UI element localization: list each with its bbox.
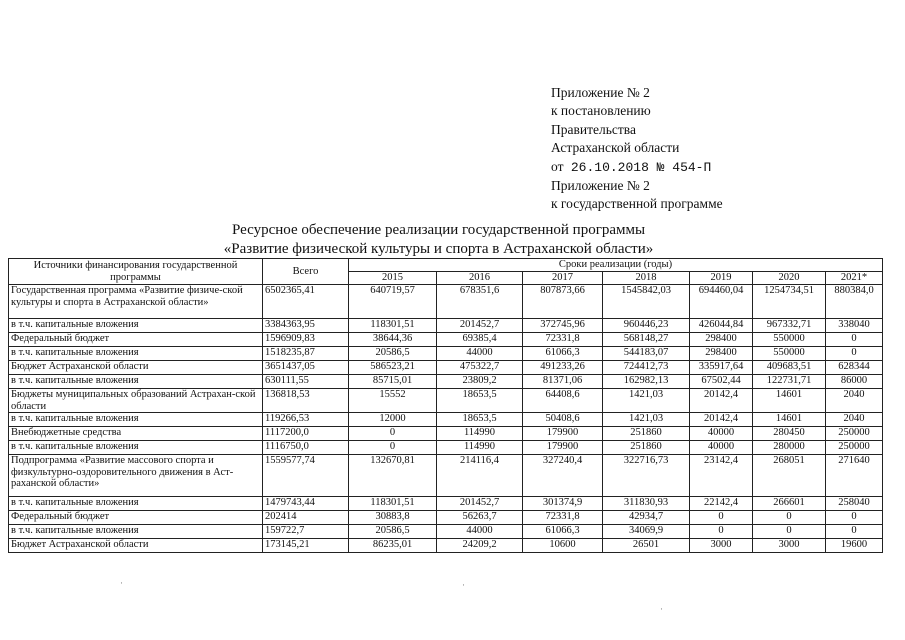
- row-year-value: 67502,44: [690, 375, 753, 389]
- row-year-value: 14601: [753, 413, 826, 427]
- row-year-value: 409683,51: [753, 361, 826, 375]
- row-year-value: 568148,27: [603, 333, 690, 347]
- row-year-value: 807873,66: [523, 285, 603, 319]
- appendix-line: Астраханской области: [551, 140, 680, 156]
- row-year-value: 114990: [437, 441, 523, 455]
- table-row: [9, 361, 883, 375]
- row-year-value: 0: [826, 511, 883, 525]
- row-total: 173145,21: [263, 539, 349, 553]
- row-year-value: 72331,8: [523, 333, 603, 347]
- row-label: Федеральный бюджет: [9, 511, 263, 525]
- row-year-value: 1421,03: [603, 413, 690, 427]
- row-year-value: 960446,23: [603, 319, 690, 333]
- row-year-value: 372745,96: [523, 319, 603, 333]
- row-total: 1518235,87: [263, 347, 349, 361]
- table-row: [9, 347, 883, 361]
- row-label: Федеральный бюджет: [9, 333, 263, 347]
- row-year-value: 426044,84: [690, 319, 753, 333]
- row-year-value: 22142,4: [690, 497, 753, 511]
- header-total: Всего: [263, 259, 349, 285]
- row-year-value: 0: [826, 525, 883, 539]
- row-total: 630111,55: [263, 375, 349, 389]
- row-year-value: 14601: [753, 389, 826, 413]
- row-year-value: 1421,03: [603, 389, 690, 413]
- document-title-line2: «Развитие физической культуры и спорта в Астраханской области»: [223, 241, 654, 257]
- row-year-value: 61066,3: [523, 525, 603, 539]
- table-row: [9, 427, 883, 441]
- row-year-value: 20586,5: [349, 525, 437, 539]
- row-year-value: 0: [826, 347, 883, 361]
- header-year: 2018: [603, 272, 690, 285]
- row-year-value: 12000: [349, 413, 437, 427]
- row-year-value: 214116,4: [437, 455, 523, 497]
- appendix-line: Правительства: [551, 121, 636, 137]
- appendix-line: к государственной программе: [551, 196, 723, 212]
- row-total: 159722,7: [263, 525, 349, 539]
- row-year-value: 114990: [437, 427, 523, 441]
- row-label: Бюджет Астраханской области: [9, 361, 263, 375]
- row-year-value: 544183,07: [603, 347, 690, 361]
- row-year-value: 18653,5: [437, 389, 523, 413]
- row-year-value: 85715,01: [349, 375, 437, 389]
- row-total: 136818,53: [263, 389, 349, 413]
- row-year-value: 1254734,51: [753, 285, 826, 319]
- row-year-value: 280450: [753, 427, 826, 441]
- header-source: Источники финансирования государственной программы: [9, 259, 263, 285]
- header-year: 2021*: [826, 272, 883, 285]
- appendix-date-number: 26.10.2018 № 454-П: [570, 159, 712, 175]
- row-year-value: 338040: [826, 319, 883, 333]
- row-label: в т.ч. капитальные вложения: [9, 413, 263, 427]
- row-year-value: 64408,6: [523, 389, 603, 413]
- row-total: 1116750,0: [263, 441, 349, 455]
- table-body: [9, 285, 883, 553]
- row-year-value: 322716,73: [603, 455, 690, 497]
- row-year-value: 34069,9: [603, 525, 690, 539]
- row-total: 3384363,95: [263, 319, 349, 333]
- scan-speck: ·: [660, 604, 663, 614]
- row-label: Бюджет Астраханской области: [9, 539, 263, 553]
- row-year-value: 0: [826, 333, 883, 347]
- row-year-value: 44000: [437, 525, 523, 539]
- row-year-value: 81371,06: [523, 375, 603, 389]
- row-year-value: 122731,71: [753, 375, 826, 389]
- row-year-value: 56263,7: [437, 511, 523, 525]
- table-row: [9, 285, 883, 319]
- row-year-value: 162982,13: [603, 375, 690, 389]
- row-year-value: 86000: [826, 375, 883, 389]
- row-year-value: 20142,4: [690, 389, 753, 413]
- row-year-value: 118301,51: [349, 319, 437, 333]
- table-row: [9, 455, 883, 497]
- row-year-value: 20586,5: [349, 347, 437, 361]
- row-year-value: 0: [349, 427, 437, 441]
- row-year-value: 266601: [753, 497, 826, 511]
- row-year-value: 61066,3: [523, 347, 603, 361]
- table-row: [9, 511, 883, 525]
- appendix-line: Приложение № 2: [551, 178, 650, 194]
- row-year-value: 280000: [753, 441, 826, 455]
- row-year-value: 1545842,03: [603, 285, 690, 319]
- row-year-value: 327240,4: [523, 455, 603, 497]
- row-total: 1559577,74: [263, 455, 349, 497]
- table-row: [9, 525, 883, 539]
- row-total: 3651437,05: [263, 361, 349, 375]
- row-year-value: 44000: [437, 347, 523, 361]
- row-year-value: 201452,7: [437, 319, 523, 333]
- row-year-value: 694460,04: [690, 285, 753, 319]
- row-label: в т.ч. капитальные вложения: [9, 441, 263, 455]
- row-year-value: 258040: [826, 497, 883, 511]
- table-row: [9, 497, 883, 511]
- row-year-value: 251860: [603, 427, 690, 441]
- row-year-value: 250000: [826, 427, 883, 441]
- row-year-value: 42934,7: [603, 511, 690, 525]
- row-year-value: 23142,4: [690, 455, 753, 497]
- appendix-from-prefix: от: [551, 158, 564, 174]
- row-year-value: 550000: [753, 333, 826, 347]
- row-year-value: 628344: [826, 361, 883, 375]
- row-year-value: 30883,8: [349, 511, 437, 525]
- row-year-value: 0: [753, 511, 826, 525]
- row-year-value: 179900: [523, 427, 603, 441]
- row-year-value: 3000: [753, 539, 826, 553]
- row-year-value: 72331,8: [523, 511, 603, 525]
- row-year-value: 298400: [690, 347, 753, 361]
- header-year: 2015: [349, 272, 437, 285]
- row-label: Бюджеты муниципальных образований Астрахан-ской области: [9, 389, 263, 413]
- table-row: [9, 319, 883, 333]
- header-year: 2019: [690, 272, 753, 285]
- header-year: 2016: [437, 272, 523, 285]
- row-year-value: 69385,4: [437, 333, 523, 347]
- row-year-value: 20142,4: [690, 413, 753, 427]
- table-row: [9, 539, 883, 553]
- row-year-value: 201452,7: [437, 497, 523, 511]
- row-label: в т.ч. капитальные вложения: [9, 319, 263, 333]
- row-year-value: 268051: [753, 455, 826, 497]
- row-year-value: 179900: [523, 441, 603, 455]
- row-year-value: 132670,81: [349, 455, 437, 497]
- row-year-value: 301374,9: [523, 497, 603, 511]
- row-year-value: 15552: [349, 389, 437, 413]
- table-row: [9, 413, 883, 427]
- row-year-value: 118301,51: [349, 497, 437, 511]
- row-label: в т.ч. капитальные вложения: [9, 525, 263, 539]
- row-total: 6502365,41: [263, 285, 349, 319]
- row-label: в т.ч. капитальные вложения: [9, 497, 263, 511]
- row-total: 119266,53: [263, 413, 349, 427]
- scan-speck: ·: [120, 578, 123, 588]
- row-year-value: 2040: [826, 413, 883, 427]
- row-label: Внебюджетные средства: [9, 427, 263, 441]
- row-year-value: 967332,71: [753, 319, 826, 333]
- row-year-value: 640719,57: [349, 285, 437, 319]
- table-row: [9, 333, 883, 347]
- row-year-value: 724412,73: [603, 361, 690, 375]
- appendix-line: к постановлению: [551, 103, 651, 119]
- row-year-value: 26501: [603, 539, 690, 553]
- row-year-value: 335917,64: [690, 361, 753, 375]
- row-year-value: 50408,6: [523, 413, 603, 427]
- header-year: 2017: [523, 272, 603, 285]
- row-year-value: 38644,36: [349, 333, 437, 347]
- row-year-value: 40000: [690, 427, 753, 441]
- row-year-value: 0: [753, 525, 826, 539]
- row-year-value: 311830,93: [603, 497, 690, 511]
- row-year-value: 86235,01: [349, 539, 437, 553]
- row-year-value: 0: [690, 525, 753, 539]
- row-total: 1596909,83: [263, 333, 349, 347]
- row-year-value: 24209,2: [437, 539, 523, 553]
- row-year-value: 678351,6: [437, 285, 523, 319]
- row-year-value: 491233,26: [523, 361, 603, 375]
- row-label: Подпрограмма «Развитие массового спорта и физкультурно-оздоровительного движения в Аст-раханской области»: [9, 455, 263, 497]
- row-year-value: 23809,2: [437, 375, 523, 389]
- appendix-line: Приложение № 2: [551, 85, 650, 100]
- row-year-value: 586523,21: [349, 361, 437, 375]
- row-year-value: 10600: [523, 539, 603, 553]
- row-label: Государственная программа «Развитие физиче-ской культуры и спорта в Астраханской области»: [9, 285, 263, 319]
- row-year-value: 40000: [690, 441, 753, 455]
- appendix-date-line: [551, 158, 723, 177]
- table-row: [9, 441, 883, 455]
- row-year-value: 19600: [826, 539, 883, 553]
- row-total: 1479743,44: [263, 497, 349, 511]
- document-title-line1: Ресурсное обеспечение реализации государственной программы: [231, 222, 646, 238]
- table-row: [9, 389, 883, 413]
- row-label: в т.ч. капитальные вложения: [9, 347, 263, 361]
- row-year-value: 2040: [826, 389, 883, 413]
- row-label: в т.ч. капитальные вложения: [9, 375, 263, 389]
- row-year-value: 18653,5: [437, 413, 523, 427]
- row-year-value: 475322,7: [437, 361, 523, 375]
- resource-table: [8, 258, 883, 553]
- header-period: Сроки реализации (годы): [349, 259, 883, 272]
- row-year-value: 0: [349, 441, 437, 455]
- row-year-value: 271640: [826, 455, 883, 497]
- row-year-value: 250000: [826, 441, 883, 455]
- header-year: 2020: [753, 272, 826, 285]
- row-total: 1117200,0: [263, 427, 349, 441]
- row-year-value: 251860: [603, 441, 690, 455]
- row-year-value: 550000: [753, 347, 826, 361]
- row-total: 202414: [263, 511, 349, 525]
- table-row: [9, 375, 883, 389]
- row-year-value: 3000: [690, 539, 753, 553]
- row-year-value: 298400: [690, 333, 753, 347]
- scan-speck: ·: [462, 580, 465, 590]
- appendix-block: [551, 84, 723, 214]
- row-year-value: 0: [690, 511, 753, 525]
- row-year-value: 880384,0: [826, 285, 883, 319]
